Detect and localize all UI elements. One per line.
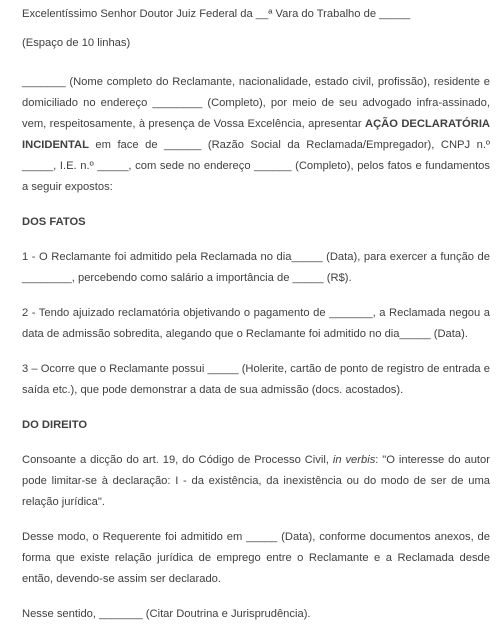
fact-item-3: 3 – Ocorre que o Reclamante possui _____ (Holerite, cartão de ponto de registro de entrada e saída etc.), que pode demonstrar a data de sua admissão (docs. acostados). bbox=[22, 363, 490, 396]
fact-item-2: 2 - Tendo ajuizado reclamatória objetivando o pagamento de _______, a Reclamada negou a data de admissão sobredita, alegando que o Reclamante foi admitido no dia_____ (Data). bbox=[22, 307, 490, 340]
section-heading-dos-fatos: DOS FATOS bbox=[22, 216, 86, 228]
law-citation-after: : "O interesse do autor pode limitar-se à declaração: I - da existência, da inexistência ou do modo de ser de uma relação jurídica". bbox=[22, 454, 490, 508]
court-address-line: Excelentíssimo Senhor Doutor Juiz Federal da __ª Vara do Trabalho de _____ bbox=[22, 8, 411, 20]
law-citation-before: Consoante a dicção do art. 19, do Código de Processo Civil, bbox=[22, 454, 329, 466]
section-heading-do-direito: DO DIREITO bbox=[22, 419, 88, 431]
law-citation-italic: in verbis bbox=[332, 454, 376, 466]
fact-item-1: 1 - O Reclamante foi admitido pela Reclamada no dia_____ (Data), para exercer a função de ________, percebendo como salário a importância de _____ (R$). bbox=[22, 251, 490, 284]
law-citation-paragraph bbox=[22, 450, 490, 513]
spacing-note: (Espaço de 10 linhas) bbox=[22, 37, 131, 49]
conclusion-paragraph: Desse modo, o Requerente foi admitido em _____ (Data), conforme documentos anexos, de forma que existe relação jurídica de emprego entre o Reclamante e a Reclamada desde então, devendo-se assim ser declarado. bbox=[22, 531, 490, 585]
action-title: AÇÃO DECLARATÓRIA INCIDENTAL bbox=[22, 118, 491, 151]
intro-paragraph bbox=[22, 72, 490, 198]
intro-text-part1: _______ (Nome completo do Reclamante, nacionalidade, estado civil, profissão), residente e domiciliado no endereço ________ (Completo), por meio de seu advogado infra-assinado, vem, respeitosamente, à presença de Vossa Excelência, apresentar bbox=[22, 76, 490, 130]
doctrine-paragraph: Nesse sentido, _______ (Citar Doutrina e Jurisprudência). bbox=[22, 608, 311, 620]
intro-text-part2: em face de ______ (Razão Social da Reclamada/Empregador), CNPJ n.º _____, I.E. n.º _____, com sede no endereço ______ (Completo), pelos fatos e fundamentos a seguir expostos: bbox=[22, 139, 491, 193]
